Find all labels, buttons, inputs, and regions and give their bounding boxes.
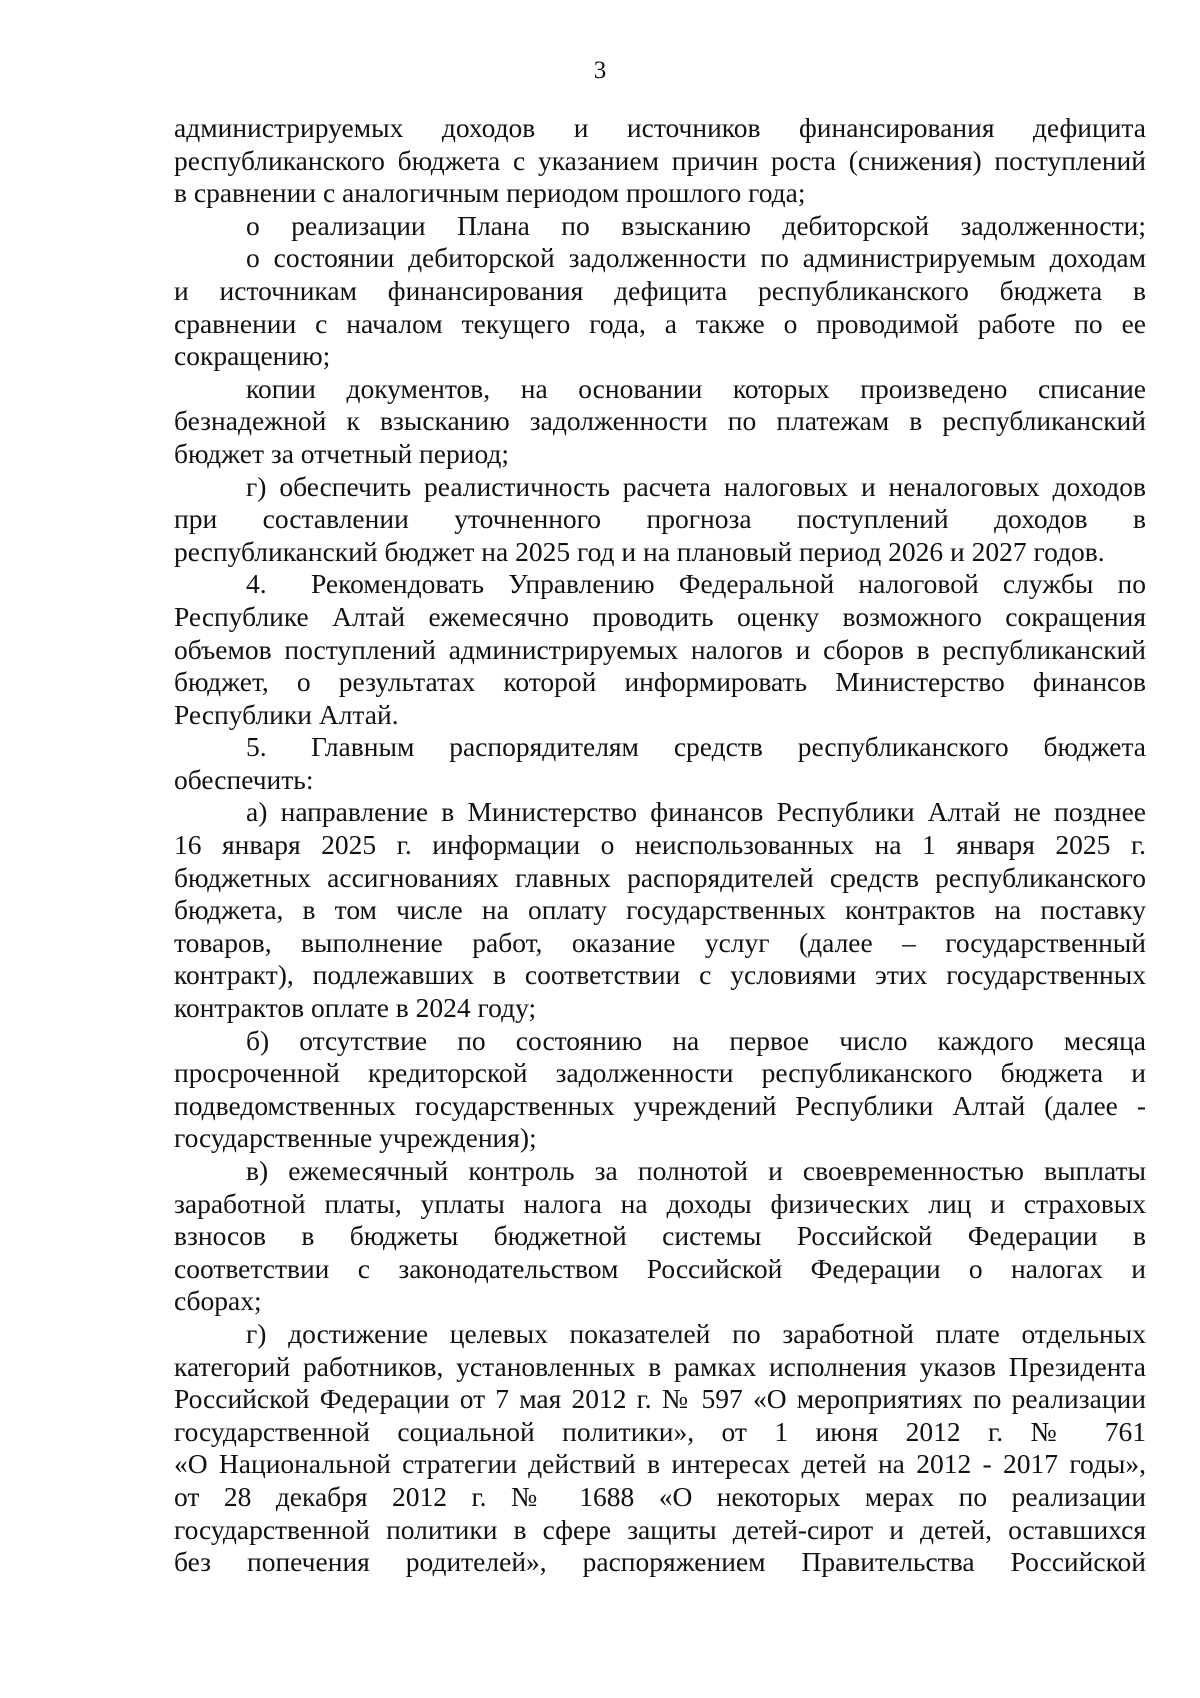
text-line: б) отсутствие по состоянию на первое число каждого месяца	[246, 1024, 1146, 1056]
text-line: в) ежемесячный контроль за полнотой и своевременностью выплаты	[246, 1155, 1146, 1186]
text-line: соответствии с законодательством Российской Федерации о налогах и	[174, 1252, 1146, 1284]
text-line: в сравнении с аналогичным периодом прошлого года;	[174, 177, 806, 209]
paragraph-plan-realization	[174, 210, 1146, 243]
text-line: и источникам финансирования дефицита республиканского бюджета в	[174, 274, 1146, 306]
text-line: бюджет, о результатах которой информировать Министерство финансов	[174, 666, 1146, 698]
text-line: государственной политики в сфере защиты детей-сирот и детей, оставшихся	[174, 1513, 1146, 1545]
item-number: 5.	[246, 731, 267, 763]
text-line: Российской Федерации от 7 мая 2012 г. № 597 «О мероприятиях по реализации	[174, 1383, 1146, 1415]
text-line: государственной социальной политики», от 1 июня 2012 г. № 761	[174, 1415, 1146, 1447]
text-line: безнадежной к взысканию задолженности по платежам в республиканский	[174, 405, 1146, 437]
text-line: от 28 декабря 2012 г. № 1688 «О некоторых мерах по реализации	[174, 1480, 1146, 1512]
text-line: товаров, выполнение работ, оказание услуг (далее – государственный	[174, 926, 1146, 958]
text-line: г) обеспечить реалистичность расчета налоговых и неналоговых доходов	[246, 470, 1146, 502]
text-line: контрактов оплате в 2024 году;	[174, 992, 537, 1024]
text-line: просроченной кредиторской задолженности республиканского бюджета и	[174, 1057, 1146, 1089]
paragraph-item-g-salary	[174, 1318, 1146, 1579]
text-line: сборах;	[174, 1285, 262, 1317]
paragraph-continuation	[174, 112, 1146, 210]
text-line: республиканского бюджета с указанием причин роста (снижения) поступлений	[174, 144, 1146, 176]
line-text: Рекомендовать Управлению Федеральной налоговой службы по	[311, 568, 1146, 600]
text-line: Республике Алтай ежемесячно проводить оценку возможного сокращения	[174, 600, 1146, 632]
text-line: контракт), подлежавших в соответствии с условиями этих государственных	[174, 959, 1146, 991]
text-line: категорий работников, установленных в рамках исполнения указов Президента	[174, 1350, 1146, 1382]
line-text: Главным распорядителям средств республиканского бюджета	[311, 731, 1146, 763]
paragraph-item-4	[174, 568, 1146, 731]
text-line: обеспечить:	[174, 763, 314, 795]
paragraph-item-v	[174, 1155, 1146, 1318]
paragraph-item-g-forecast	[174, 471, 1146, 569]
text-line: без попечения родителей», распоряжением Правительства Российской	[174, 1546, 1146, 1578]
paragraph-debt-status	[174, 242, 1146, 372]
text-line: республиканский бюджет на 2025 год и на плановый период 2026 и 2027 годов.	[174, 535, 1105, 567]
text-line: сравнении с началом текущего года, а также о проводимой работе по ее	[174, 307, 1146, 339]
text-line: а) направление в Министерство финансов Республики Алтай не позднее	[246, 796, 1146, 828]
text-line: при составлении уточненного прогноза поступлений доходов в	[174, 503, 1146, 535]
text-line: о состоянии дебиторской задолженности по администрируемым доходам	[246, 242, 1146, 274]
text-line: администрируемых доходов и источников финансирования дефицита	[174, 112, 1146, 143]
text-line: бюджетных ассигнованиях главных распорядителей средств республиканского	[174, 861, 1146, 893]
text-line: 16 января 2025 г. информации о неиспользованных на 1 января 2025 г.	[174, 829, 1146, 861]
text-line: сокращению;	[174, 340, 331, 372]
text-line	[174, 568, 1146, 601]
text-line: «О Национальной стратегии действий в интересах детей на 2012 - 2017 годы»,	[174, 1448, 1146, 1480]
text-line: взносов в бюджеты бюджетной системы Российской Федерации в	[174, 1220, 1146, 1252]
paragraph-item-b	[174, 1025, 1146, 1155]
paragraph-item-a	[174, 796, 1146, 1024]
text-line	[174, 731, 1146, 764]
text-line: г) достижение целевых показателей по заработной плате отдельных	[246, 1317, 1146, 1349]
text-line: Республики Алтай.	[174, 698, 399, 730]
text-line: бюджета, в том числе на оплату государственных контрактов на поставку	[174, 894, 1146, 926]
document-body	[174, 112, 1146, 1579]
text-line: заработной платы, уплаты налога на доходы физических лиц и страховых	[174, 1187, 1146, 1219]
item-number: 4.	[246, 568, 267, 600]
text-line: объемов поступлений администрируемых налогов и сборов в республиканский	[174, 633, 1146, 665]
text-line: подведомственных государственных учреждений Республики Алтай (далее -	[174, 1089, 1146, 1121]
page-number: 3	[593, 57, 607, 84]
text-line: копии документов, на основании которых произведено списание	[246, 372, 1146, 404]
text-line: о реализации Плана по взысканию дебиторской задолженности;	[246, 209, 1146, 241]
paragraph-document-copies	[174, 373, 1146, 471]
text-line: государственные учреждения);	[174, 1122, 537, 1154]
paragraph-item-5	[174, 731, 1146, 796]
text-line: бюджет за отчетный период;	[174, 437, 510, 469]
